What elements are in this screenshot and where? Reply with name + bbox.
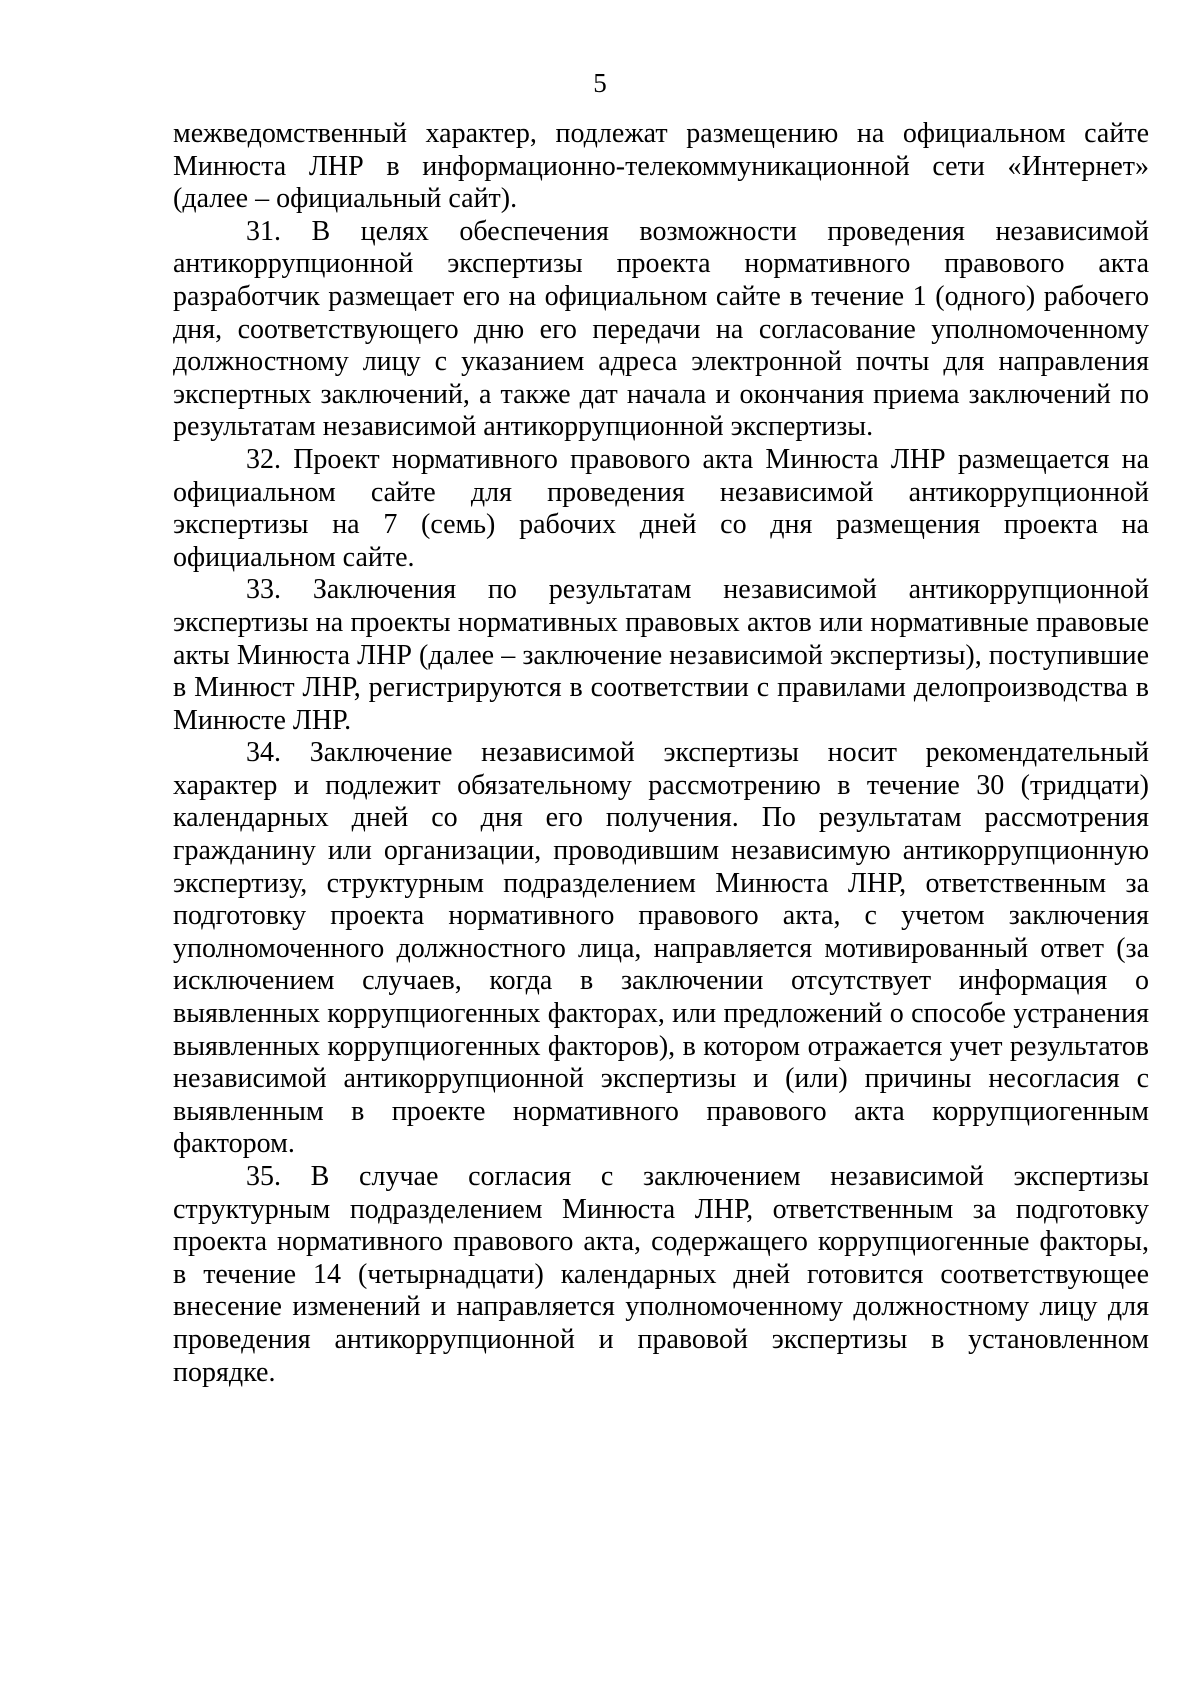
document-body (173, 118, 1149, 1389)
paragraph-32: 32. Проект нормативного правового акта Минюста ЛНР размещается на официальном сайте для проведения независимой антикоррупционной экспертизы на 7 (семь) рабочих дней со дня размещения проекта на официальном сайте. (173, 443, 1149, 573)
paragraph-33: 33. Заключения по результатам независимой антикоррупционной экспертизы на проекты нормативных правовых актов или нормативные правовые акты Минюста ЛНР (далее – заключение независимой экспертизы), поступившие в Минюст ЛНР, регистрируются в соответствии с правилами делопроизводства в Минюсте ЛНР. (173, 574, 1149, 736)
page-number: 5 (593, 68, 607, 98)
paragraph-34: 34. Заключение независимой экспертизы носит рекомендательный характер и подлежит обязательному рассмотрению в течение 30 (тридцати) календарных дней со дня его получения. По результатам рассмотрения гражданину или организации, проводившим независимую антикоррупционную экспертизу, структурным подразделением Минюста ЛНР, ответственным за подготовку проекта нормативного правового акта, с учетом заключения уполномоченного должностного лица, направляется мотивированный ответ (за исключением случаев, когда в заключении отсутствует информация о выявленных коррупциогенных факторах, или предложений о способе устранения выявленных коррупциогенных факторов), в котором отражается учет результатов независимой антикоррупционной экспертизы и (или) причины несогласия с выявленным в проекте нормативного правового акта коррупциогенным фактором. (173, 737, 1149, 1160)
paragraph-35: 35. В случае согласия с заключением независимой экспертизы структурным подразделением Минюста ЛНР, ответственным за подготовку проекта нормативного правового акта, содержащего коррупциогенные факторы, в течение 14 (четырнадцати) календарных дней готовится соответствующее внесение изменений и направляется уполномоченному должностному лицу для проведения антикоррупционной и правовой экспертизы в установленном порядке. (173, 1161, 1149, 1388)
paragraph-31: 31. В целях обеспечения возможности проведения независимой антикоррупционной экспертизы проекта нормативного правового акта разработчик размещает его на официальном сайте в течение 1 (одного) рабочего дня, соответствующего дню его передачи на согласование уполномоченному должностному лицу с указанием адреса электронной почты для направления экспертных заключений, а также дат начала и окончания приема заключений по результатам независимой антикоррупционной экспертизы. (173, 215, 1149, 443)
paragraph-continuation: межведомственный характер, подлежат размещению на официальном сайте Минюста ЛНР в информационно-телекоммуникационной сети «Интернет» (далее – официальный сайт). (173, 118, 1149, 215)
